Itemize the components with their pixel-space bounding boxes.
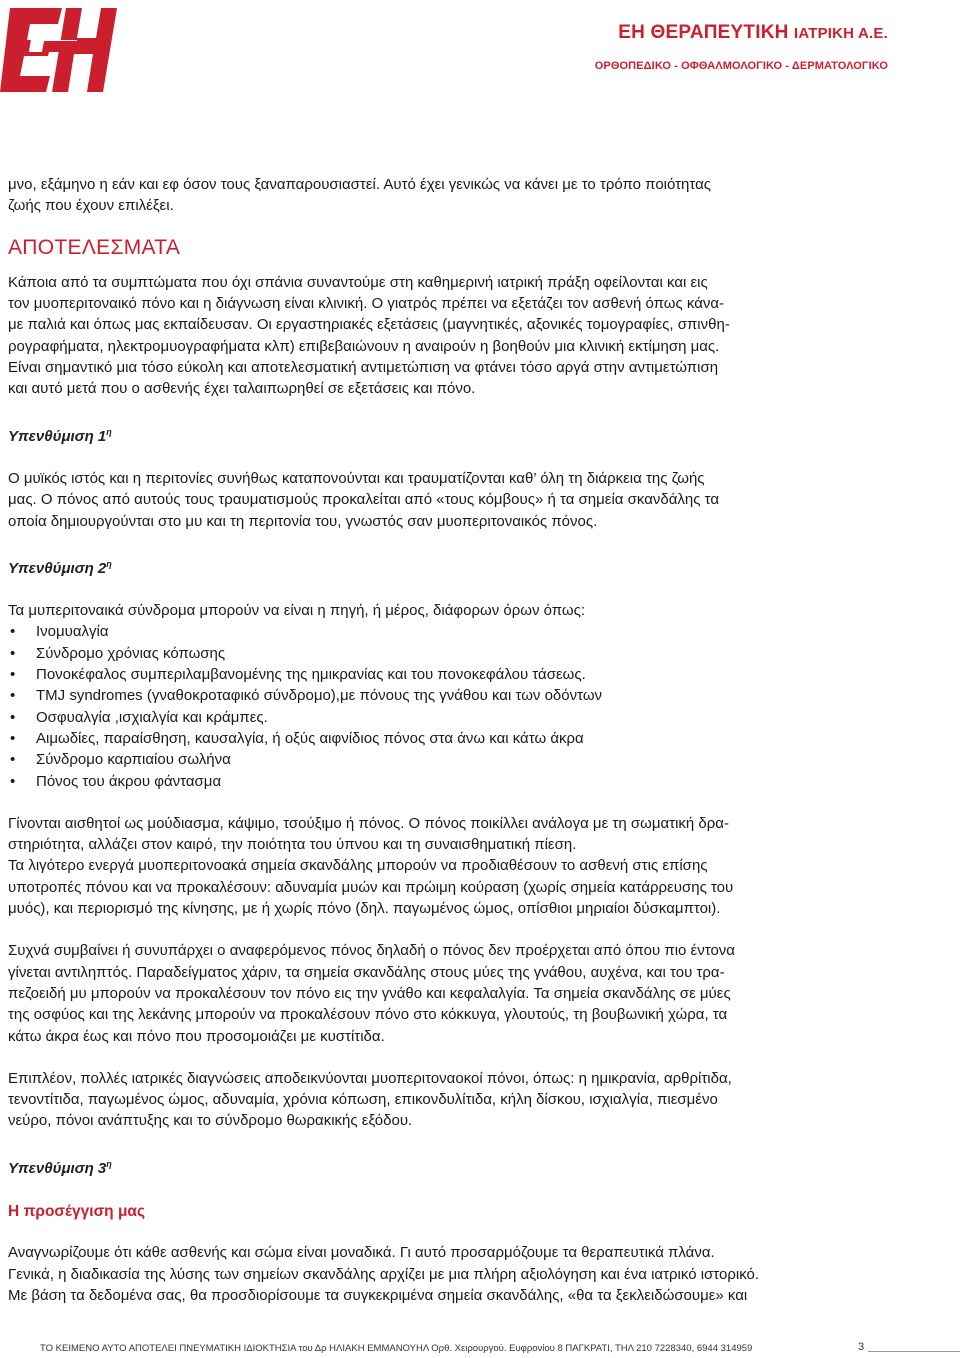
results-line: ρογραφήματα, ηλεκτρομυογραφήματα κλπ) επιβεβαιώνουν η αναιρούν η βοηθούν μια κλινική εκτίμηση μας.: [8, 337, 720, 355]
company-name-suffix: ΙΑΤΡΙΚΗ Α.Ε.: [794, 25, 888, 42]
approach-line: Με βάση τα δεδομένα σας, θα προσδιορίσουμε τα συγκεκριμένα σημεία σκανδάλης, «θα τα ξεκλειδώσουμε» και: [8, 1286, 748, 1304]
company-name: [595, 22, 888, 44]
paragraph-line: Συχνά συμβαίνει ή συνυπάρχει ο αναφερόμενος πόνος δηλαδή ο πόνος δεν προέρχεται από όπου πιο έντονα: [8, 942, 735, 960]
approach-line: Γενικά, η διαδικασία της λύσης των σημείων σκανδάλης αρχίζει με μια πλήρη αξιολόγηση και ένα ιατρικό ιστορικό.: [8, 1265, 760, 1283]
reminder-1-line: Ο μυϊκός ιστός και η περιτονίες συνήθως καταπονούνται και τραυματίζονται καθ’ όλη τη διάρκεια της ζωής: [8, 469, 705, 487]
symptoms-paragraph: [8, 813, 958, 919]
bullet-icon: •: [10, 623, 16, 641]
list-item: [8, 621, 958, 642]
conditions-intro: Τα μυπεριτοναικά σύνδρομα μπορούν να είναι η πηγή, ή μέρος, διάφορων όρων όπως:: [8, 602, 586, 620]
reminder-1-line: οποία δημιουργούνται στο μυ και τη περιτονία του, γνωστός σαν μυοπεριτοναικός πόνος.: [8, 512, 598, 530]
approach-heading: Η προσέγγιση μας: [8, 1202, 146, 1220]
reminder-1-heading: [8, 422, 958, 447]
list-item: [8, 685, 958, 706]
paragraph-line: Τα λιγότερο ενεργά μυοπεριτονοακά σημεία σκανδάλης μπορούν να προδιαθέσουν το ασθενή στις επίσης: [8, 857, 708, 875]
footer-copyright: ΤΟ ΚΕΙΜΕΝΟ ΑΥΤΟ ΑΠΟΤΕΛΕΙ ΠΝΕΥΜΑΤΙΚΗ ΙΔΙΟΚΤΗΣΙΑ του Δρ ΗΛΙΑΚΗ ΕΜΜΑΝΟΥΗΛ Ορθ. Χειρουργού. Ευφρονίου 8 ΠΑΓΚΡΑΤΙ, ΤΗΛ 210 7228340, 6944 314959: [40, 1343, 753, 1354]
list-item-text: Πονοκέφαλος συμπεριλαμβανομένης της ημικρανίας και του πονοκεφάλου τάσεως.: [36, 666, 586, 684]
results-heading: ΑΠΟΤΕΛΕΣΜΑΤΑ: [8, 235, 181, 259]
paragraph-line: κάτω άκρα έως και πόνο που προσομοιάζει με κυστίτιδα.: [8, 1027, 385, 1045]
intro-line: ζωής που έχουν επιλέξει.: [8, 197, 174, 215]
approach-paragraph: [8, 1242, 958, 1306]
reminder-1-title: Υπενθύμιση 1: [8, 427, 107, 445]
results-line: Είναι σημαντικό μια τόσο εύκολη και αποτελεσματική αντιμετώπιση να φτάνει τόσο αργά στην αντιμετώπιση: [8, 359, 719, 377]
reminder-2-title: Υπενθύμιση 2: [8, 559, 107, 577]
bullet-icon: •: [10, 708, 16, 726]
footer-rule: [868, 1351, 960, 1352]
paragraph-line: υποτροπές πόνου και να προκαλέσουν: αδυναμία μυών και πρώιμη κούραση (χωρίς σημεία κατάρρευσης του: [8, 878, 734, 896]
list-item: [8, 728, 958, 749]
list-item: [8, 664, 958, 685]
document-body: [8, 174, 958, 1306]
company-name-main: ΕΗ ΘΕΡΑΠΕΥΤΙΚΗ: [618, 22, 789, 43]
reminder-3-heading: [8, 1154, 958, 1179]
list-item: [8, 771, 958, 792]
list-item-text: Οσφυαλγία ,ισχιαλγία και κράμπες.: [36, 708, 268, 726]
spacer: [8, 919, 958, 940]
reminder-2-heading: [8, 554, 958, 579]
company-tagline: ΟΡΘΟΠΕΔΙΚΟ - ΟΦΘΑΛΜΟΛΟΓΙΚΟ - ΔΕΡΜΑΤΟΛΟΓΙΚΟ: [594, 60, 888, 72]
list-item: [8, 749, 958, 770]
reminder-3-sup: η: [106, 1158, 112, 1169]
results-line: με παλιά και όπως μας εκπαίδευσαν. Οι εργαστηριακές εξετάσεις (μαγνητικές, αξονικές τομογραφίες, σπινθη-: [8, 316, 730, 334]
list-item-text: Ινομυαλγία: [36, 623, 109, 641]
results-line: Κάποια από τα συμπτώματα που όχι σπάνια συναντούμε στη καθημερινή ιατρική πράξη οφείλονται και εις: [8, 273, 708, 291]
list-item-text: Σύνδρομο καρπιαίου σωλήνα: [36, 751, 231, 769]
list-item: [8, 707, 958, 728]
paragraph-line: τενοντίτιδα, παγωμένος ώμος, αδυναμία, χρόνια κόπωση, επικονδυλίτιδα, κήλη δίσκου, ισχιαλγία, πιεσμένο: [8, 1091, 718, 1109]
bullet-icon: •: [10, 666, 16, 684]
paragraph-line: μυός), και περιορισμό της κίνησης, με ή χωρίς πόνο (δηλ. παγωμένος ώμος, οπίσθιοι μηριαίοι δύσκαμπτοι).: [8, 900, 721, 918]
paragraph-line: Επιπλέον, πολλές ιατρικές διαγνώσεις αποδεικνύονται μυοπεριτοναοκοί πόνοι, όπως: η ημικρανία, αρθρίτιδα,: [8, 1069, 732, 1087]
bullet-icon: •: [10, 772, 16, 790]
company-block: [595, 22, 888, 72]
intro-paragraph: [8, 174, 958, 217]
paragraph-line: νεύρο, πόνοι ανάπτυξης και το σύνδρομο θωρακικής εξόδου.: [8, 1112, 413, 1130]
page-footer: [0, 1340, 960, 1358]
paragraph-line: στηριότητα, αλλάζει στον καιρό, την ποιότητα του ύπνου και τη συναισθηματική πίεση.: [8, 836, 577, 854]
spacer: [8, 792, 958, 813]
bullet-icon: •: [10, 644, 16, 662]
bullet-icon: •: [10, 729, 16, 747]
results-line: και αυτό μετά που ο ασθενής έχει ταλαιπωρηθεί σε εξετάσεις και πόνο.: [8, 380, 476, 398]
list-item: [8, 643, 958, 664]
reminder-1-paragraph: [8, 468, 958, 532]
conditions-list: [8, 621, 958, 791]
list-item-text: TMJ syndromes (γναθοκροταφικό σύνδρομο),με πόνους της γνάθου και των οδόντων: [36, 687, 603, 705]
bullet-icon: •: [10, 751, 16, 769]
paragraph-line: της οσφύος και της λεκάνης μπορούν να προκαλέσουν πόνο στο κόκκυγα, γλουτούς, τη βουβωνική χώρα, τα: [8, 1006, 728, 1024]
results-line: τον μυοπεριτοναικό πόνο και η διάγνωση είναι κλινική. Ο γιατρός πρέπει να εξετάζει τον ασθενή όπως κάνα-: [8, 295, 725, 313]
spacer: [8, 1047, 958, 1068]
referred-pain-paragraph: [8, 940, 958, 1046]
list-item-text: Σύνδρομο χρόνιας κόπωσης: [36, 644, 226, 662]
list-item-text: Πόνος του άκρου φάντασμα: [36, 772, 222, 790]
page-number: 3: [858, 1341, 865, 1353]
list-item-text: Αιμωδίες, παραίσθηση, καυσαλγία, ή οξύς αιφνίδιος πόνος στα άνω και κάτω άκρα: [36, 729, 584, 747]
paragraph-line: Γίνονται αισθητοί ως μούδιασμα, κάψιμο, τσούξιμο ή πόνος. Ο πόνος ποικίλλει ανάλογα με τη σωματική δρα-: [8, 814, 729, 832]
reminder-1-line: μας. Ο πόνος από αυτούς τους τραυματισμούς προκαλείται από «τους κόμβους» ή τα σημεία σκανδάλης τα: [8, 491, 720, 509]
approach-line: Αναγνωρίζουμε ότι κάθε ασθενής και σώμα είναι μοναδικά. Γι αυτό προσαρμόζουμε τα θεραπευτικά πλάνα.: [8, 1244, 715, 1262]
bullet-icon: •: [10, 687, 16, 705]
page-header: [0, 0, 960, 110]
reminder-2-sup: η: [106, 558, 112, 569]
paragraph-line: γίνεται αντιληπτός. Παραδείγματος χάριν, τα σημεία σκανδάλης στους μύες της γνάθου, αυχένα, και του τρα-: [8, 963, 725, 981]
intro-line: μνο, εξάμηνο η εάν και εφ όσον τους ξαναπαρουσιαστεί. Αυτό έχει γενικώς να κάνει με το τρόπο ποιότητας: [8, 176, 712, 193]
company-logo: [0, 0, 120, 104]
results-paragraph: [8, 272, 958, 400]
paragraph-line: πεζοειδή μυ μπορούν να προκαλέσουν τον πόνο εις την γνάθο και κεφαλαλγία. Τα σημεία σκανδάλης σε μύες: [8, 984, 731, 1002]
reminder-1-sup: η: [106, 426, 112, 437]
reminder-3-title: Υπενθύμιση 3: [8, 1159, 107, 1177]
diagnoses-paragraph: [8, 1068, 958, 1132]
